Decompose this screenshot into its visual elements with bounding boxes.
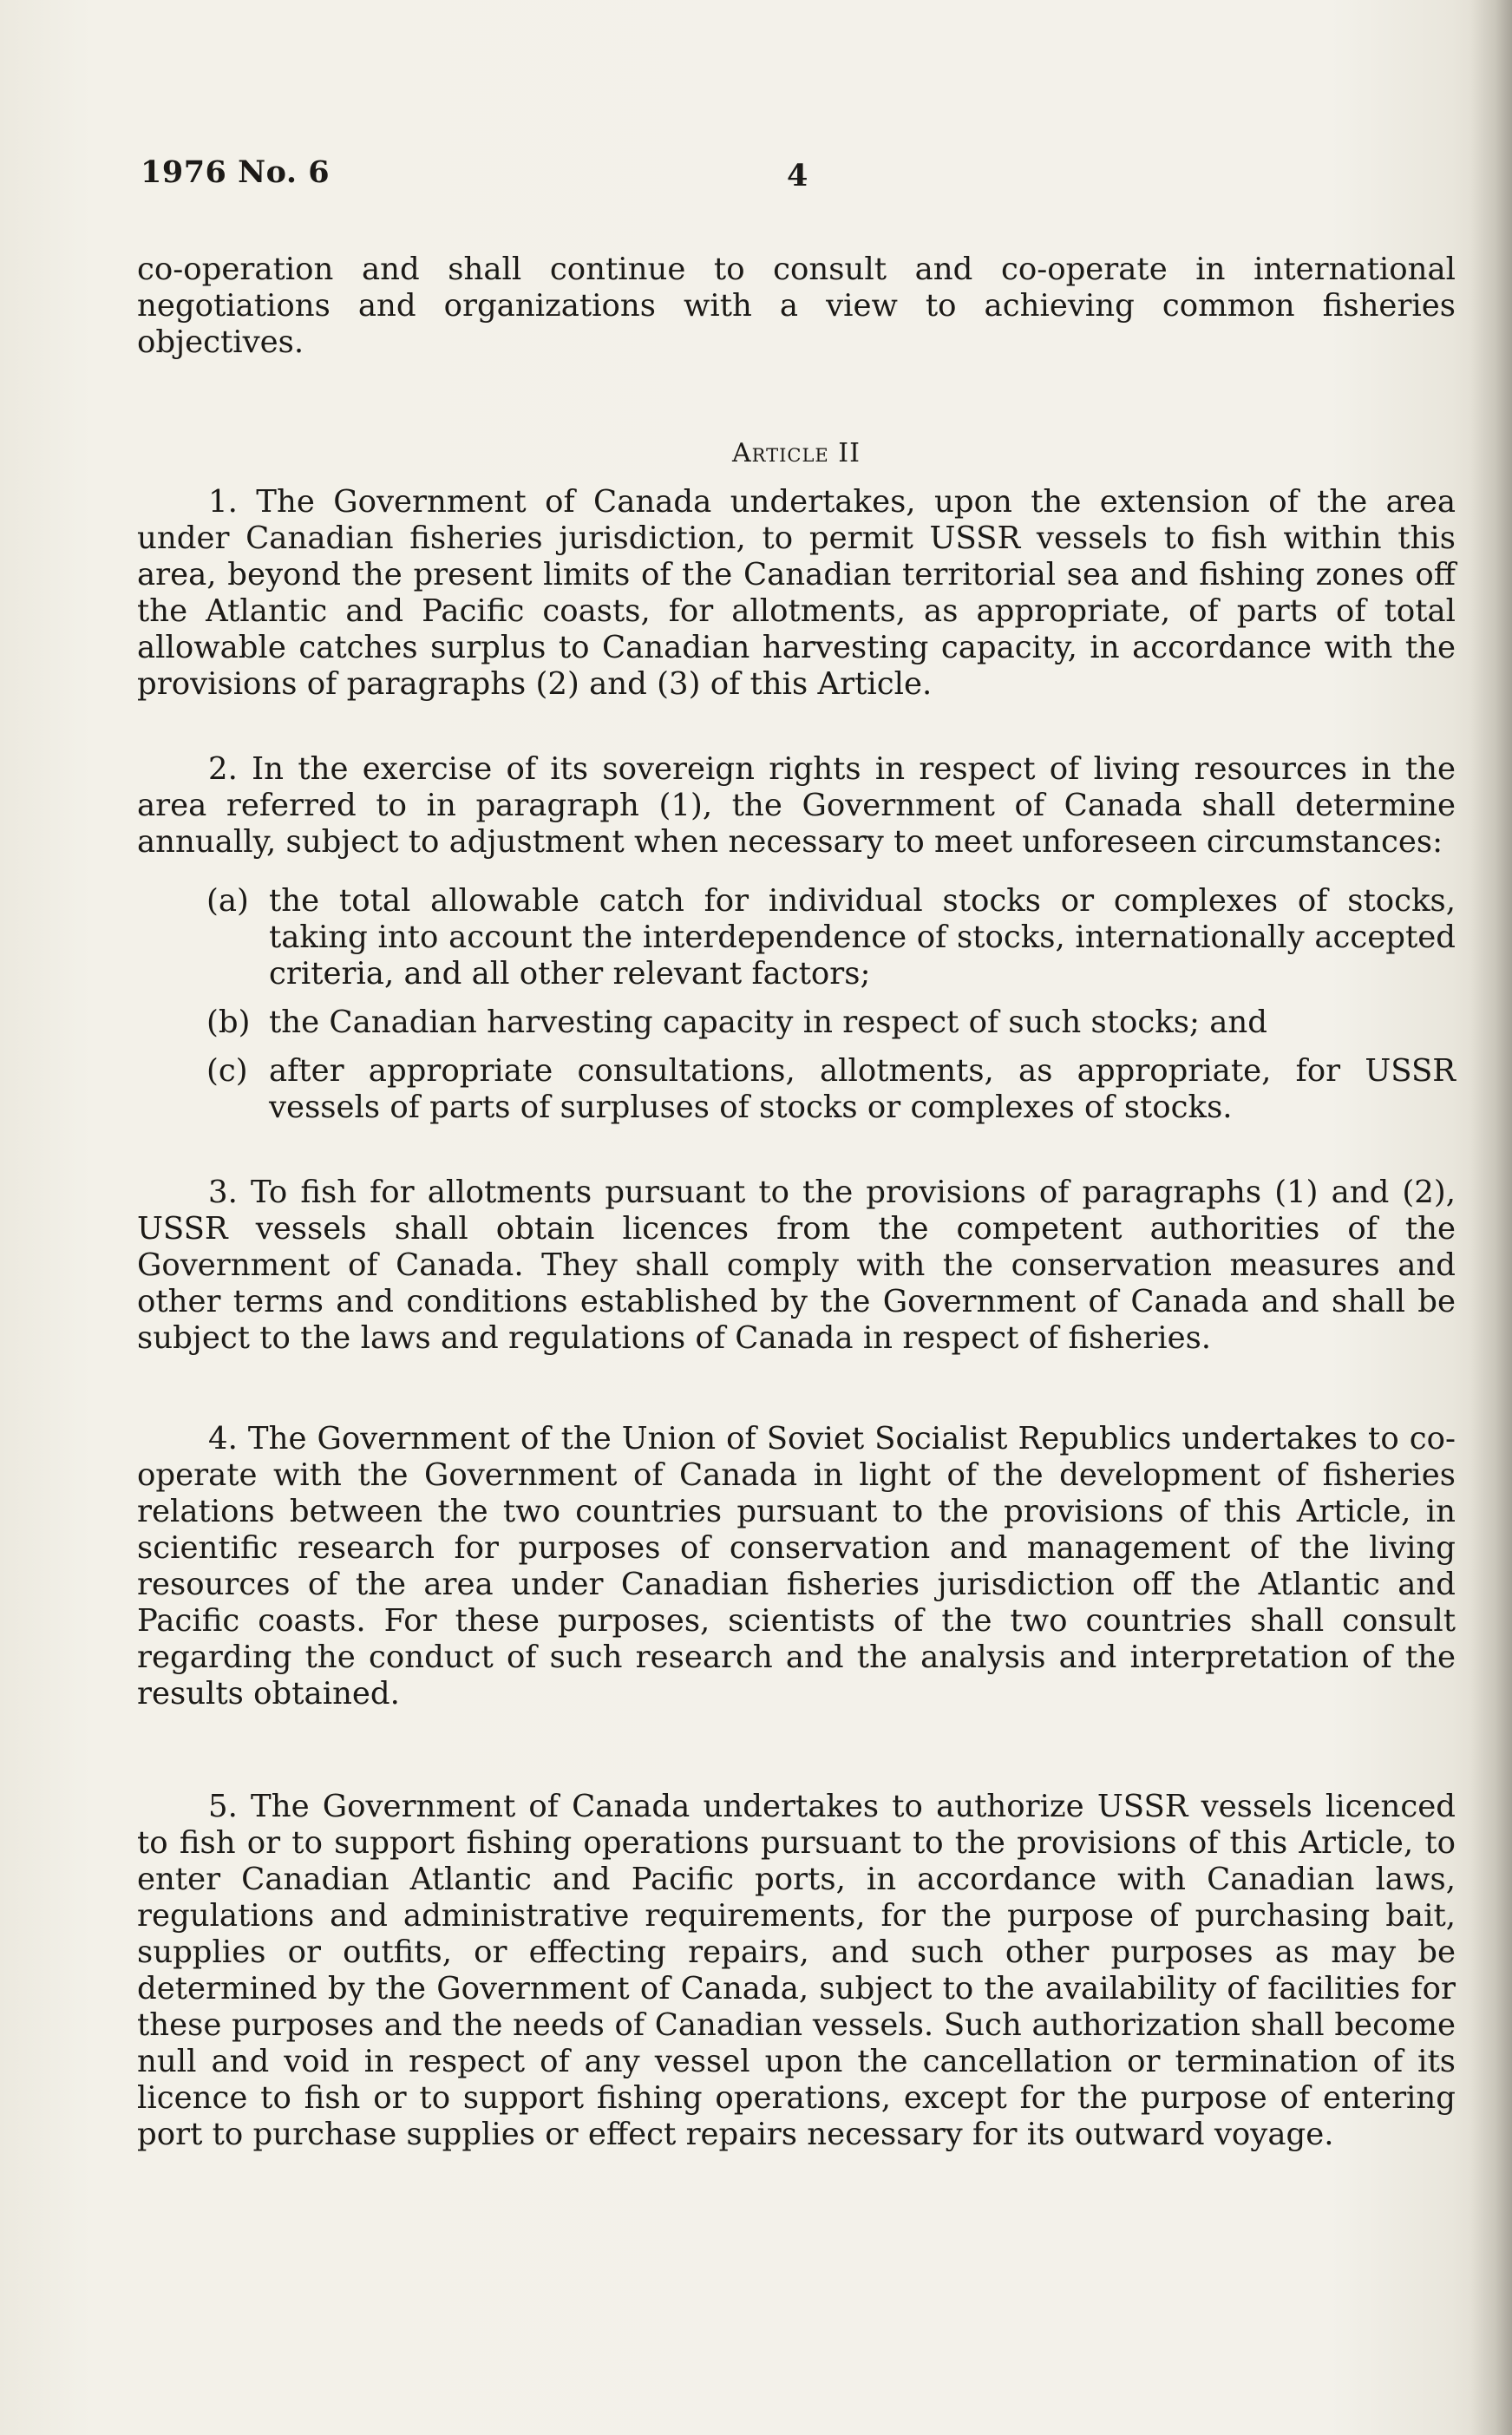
document-reference: 1976 No. 6 <box>141 154 331 190</box>
subitem-text: the total allowable catch for individual stocks or complexes of stocks, taking into account the interdependence of stocks, internationally accepted criteria, and all other relevant factors; <box>269 883 1456 992</box>
paragraph-1: 1. The Government of Canada undertakes, upon the extension of the area under Canadian fisheries jurisdiction, to permit USSR vessels to fish within this area, beyond the present limits of the Canadian territorial sea and fishing zones off the Atlantic and Pacific coasts, for allotments, as appropriate, of parts of total allowable catches surplus to Canadian harvesting capacity, in accordance with the provisions of paragraphs (2) and (3) of this Article. <box>137 484 1456 702</box>
subitem-a <box>206 883 1456 992</box>
subitem-text: after appropriate consultations, allotments, as appropriate, for USSR vessels of parts of surpluses of stocks or complexes of stocks. <box>269 1053 1456 1125</box>
paragraph-2: 2. In the exercise of its sovereign rights in respect of living resources in the area referred to in paragraph (1), the Government of Canada shall determine annually, subject to adjustment when necessary to meet unforeseen circumstances: <box>137 751 1456 860</box>
page-number: 4 <box>787 158 808 193</box>
document-body <box>137 252 1456 2153</box>
paragraph-3: 3. To fish for allotments pursuant to the provisions of paragraphs (1) and (2), USSR vessels shall obtain licences from the competent authorities of the Government of Canada. They shall comply with the conservation measures and other terms and conditions established by the Government of Canada and shall be subject to the laws and regulations of Canada in respect of fisheries. <box>137 1175 1456 1356</box>
subitem-label: (a) <box>206 883 249 919</box>
continued-paragraph: co-operation and shall continue to consult and co-operate in international negotiations and organizations with a view to achieving common fisheries objectives. <box>137 252 1456 360</box>
paragraph-5: 5. The Government of Canada undertakes to authorize USSR vessels licenced to fish or to support fishing operations pursuant to the provisions of this Article, to enter Canadian Atlantic and Pacific ports, in accordance with Canadian laws, regulations and administrative requirements, for the purpose of purchasing bait, supplies or outfits, or effecting repairs, and such other purposes as may be determined by the Government of Canada, subject to the availability of facilities for these purposes and the needs of Canadian vessels. Such authorization shall become null and void in respect of any vessel upon the cancellation or termination of its licence to fish or to support fishing operations, except for the purpose of entering port to purchase supplies or effect repairs necessary for its outward voyage. <box>137 1789 1456 2152</box>
paragraph-4: 4. The Government of the Union of Soviet Socialist Republics undertakes to co-operate with the Government of Canada in light of the development of fisheries relations between the two countries pursuant to the provisions of this Article, in scientific research for purposes of conservation and management of the living resources of the area under Canadian fisheries jurisdiction off the Atlantic and Pacific coasts. For these purposes, scientists of the two countries shall consult regarding the conduct of such research and the analysis and interpretation of the results obtained. <box>137 1421 1456 1712</box>
subitem-c <box>206 1053 1456 1126</box>
subitem-list <box>206 883 1456 1126</box>
page-header <box>141 154 1459 198</box>
subitem-text: the Canadian harvesting capacity in respect of such stocks; and <box>269 1005 1267 1040</box>
subitem-label: (b) <box>206 1005 251 1040</box>
page-edge-shadow <box>1470 0 1512 2435</box>
subitem-b <box>206 1005 1456 1041</box>
article-heading: Article II <box>732 438 861 468</box>
subitem-label: (c) <box>206 1053 248 1089</box>
